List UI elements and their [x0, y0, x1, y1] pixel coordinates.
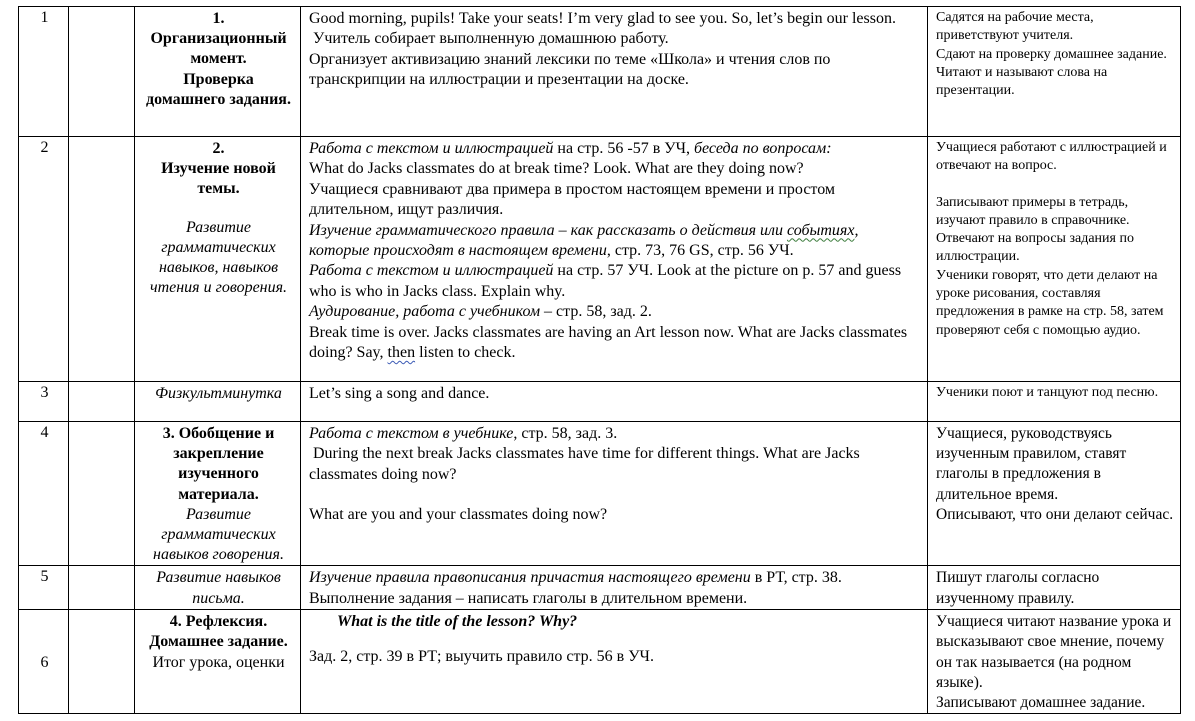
teacher-text: Зад. 2, стр. 39 в РТ; выучить правило стр. 56 в УЧ.: [309, 647, 654, 665]
student-text: Ученики поют и танцуют под песню.: [936, 385, 1159, 400]
student-activity-cell: [928, 422, 1181, 566]
stage-number: 2.: [212, 140, 225, 157]
student-text: Сдают на проверку домашнее задание.: [936, 46, 1167, 62]
stage-cell: [135, 7, 301, 137]
teacher-text: Аудирование, работа с учебником – стр. 58, зад. 2.: [309, 303, 652, 321]
empty-cell: [69, 382, 135, 422]
teacher-activity-cell: [301, 382, 928, 422]
stage-title: Физкультминутка: [155, 385, 282, 402]
stage-title: 3. Обобщение и закрепление изученного материала.: [162, 425, 275, 503]
teacher-activity-cell: [301, 137, 928, 382]
teacher-activity-cell: [301, 7, 928, 137]
student-text: Пишут глаголы согласно изученному правилу.: [936, 569, 1100, 607]
teacher-text: During the next break Jacks classmates have time for different things. What are Jacks classmates doing now?: [309, 445, 864, 483]
teacher-text: Изучение грамматического правила – как рассказать о действия или событиях, которые происходят в настоящем времени, стр. 73, 76 GS, стр. 56 УЧ.: [309, 221, 859, 260]
teacher-text: Let’s sing a song and dance.: [309, 385, 490, 402]
student-activity-cell: [928, 610, 1181, 714]
stage-cell: [135, 137, 301, 382]
stage-title: 4. Рефлексия.: [169, 613, 268, 631]
row-number: 5: [19, 566, 69, 610]
lesson-plan-table: [18, 6, 1181, 714]
row-number: 3: [19, 382, 69, 422]
stage-cell: [135, 382, 301, 422]
stage-title: Развитие навыков письма.: [156, 569, 281, 607]
stage-number: 1.: [212, 10, 225, 27]
stage-subtitle: Развитие грамматических навыков, навыков чтения и говорения.: [149, 218, 288, 297]
student-text: Описывают, что они делают сейчас.: [936, 505, 1174, 523]
student-text: Учащиеся работают с иллюстрацией и отвечают на вопрос.: [936, 140, 1167, 174]
teacher-activity-cell: [301, 610, 928, 714]
table-row: [19, 610, 1181, 714]
teacher-question: What is the title of the lesson? Why?: [337, 613, 578, 631]
student-text: Записывают примеры в тетрадь, изучают правило в справочнике.: [936, 194, 1130, 228]
table-row: [19, 382, 1181, 422]
stage-cell: [135, 566, 301, 610]
empty-cell: [69, 422, 135, 566]
row-number: 6: [19, 610, 69, 714]
student-activity-cell: [928, 7, 1181, 137]
teacher-text: Работа с текстом в учебнике, стр. 58, зад. 3.: [309, 425, 618, 442]
student-text: Читают и называют слова на презентации.: [936, 64, 1108, 99]
stage-cell: [135, 422, 301, 566]
stage-subtitle: Итог урока, оценки: [152, 653, 285, 671]
empty-cell: [69, 137, 135, 382]
table-row: [19, 7, 1181, 137]
table-row: [19, 422, 1181, 566]
row-number: 4: [19, 422, 69, 566]
table-row: [19, 566, 1181, 610]
stage-cell: [135, 610, 301, 714]
student-text: Записывают домашнее задание.: [936, 694, 1146, 712]
stage-title: Домашнее задание.: [149, 633, 288, 651]
stage-title: Организационный момент.: [150, 30, 287, 68]
teacher-text: Изучение правила правописания причастия настоящего времени в РТ, стр. 38.: [309, 569, 842, 587]
student-activity-cell: [928, 382, 1181, 422]
teacher-text: What are you and your classmates doing now?: [309, 506, 608, 524]
teacher-text: Выполнение задания – написать глаголы в длительном времени.: [309, 589, 748, 607]
student-activity-cell: [928, 137, 1181, 382]
student-text: Отвечают на вопросы задания по иллюстрации.: [936, 231, 1134, 265]
empty-cell: [69, 610, 135, 714]
student-activity-cell: [928, 566, 1181, 610]
teacher-text: Учащиеся сравнивают два примера в простом настоящем времени и простом длительном, ищут различия.: [309, 180, 836, 219]
teacher-text: Работа с текстом и иллюстрацией на стр. 56 -57 в УЧ, беседа по вопросам:: [309, 140, 832, 157]
stage-title: Проверка домашнего задания.: [146, 70, 291, 108]
student-text: Ученики говорят, что дети делают на уроке рисования, составляя предложения в рамке на стр. 58, затем проверяют себя с помощью аудио.: [936, 267, 1164, 338]
student-text: Учащиеся читают название урока и высказывают свое мнение, почему он так называется (на родном языке).: [936, 613, 1172, 691]
teacher-text: Работа с текстом и иллюстрацией на стр. 57 УЧ. Look at the picture on p. 57 and guess who is who in Jacks class. Explain why.: [309, 262, 902, 300]
teacher-text: Учитель собирает выполненную домашнюю работу.: [309, 30, 669, 48]
empty-cell: [69, 566, 135, 610]
empty-cell: [69, 7, 135, 137]
teacher-text: Break time is over. Jacks classmates are having an Art lesson now. What are Jacks classmates doing? Say, then listen to check.: [309, 323, 908, 362]
teacher-text: Организует активизацию знаний лексики по теме «Школа» и чтения слов по транскрипции на иллюстрации и презентации на доске.: [309, 50, 831, 89]
student-text: Садятся на рабочие места, приветствуют учителя.: [936, 10, 1094, 44]
row-number: 2: [19, 137, 69, 382]
teacher-activity-cell: [301, 422, 928, 566]
stage-title: Изучение новой темы.: [161, 160, 276, 198]
teacher-text: What do Jacks classmates do at break time? Look. What are they doing now?: [309, 160, 804, 178]
teacher-text: Good morning, pupils! Take your seats! I’m very glad to see you. So, let’s begin our lesson.: [309, 10, 896, 27]
row-number: 1: [19, 7, 69, 137]
student-text: Учащиеся, руководствуясь изученным правилом, ставят глаголы в предложения в длительное время.: [936, 425, 1127, 503]
table-row: [19, 137, 1181, 382]
stage-subtitle: Развитие грамматических навыков говорения.: [153, 505, 284, 564]
teacher-activity-cell: [301, 566, 928, 610]
